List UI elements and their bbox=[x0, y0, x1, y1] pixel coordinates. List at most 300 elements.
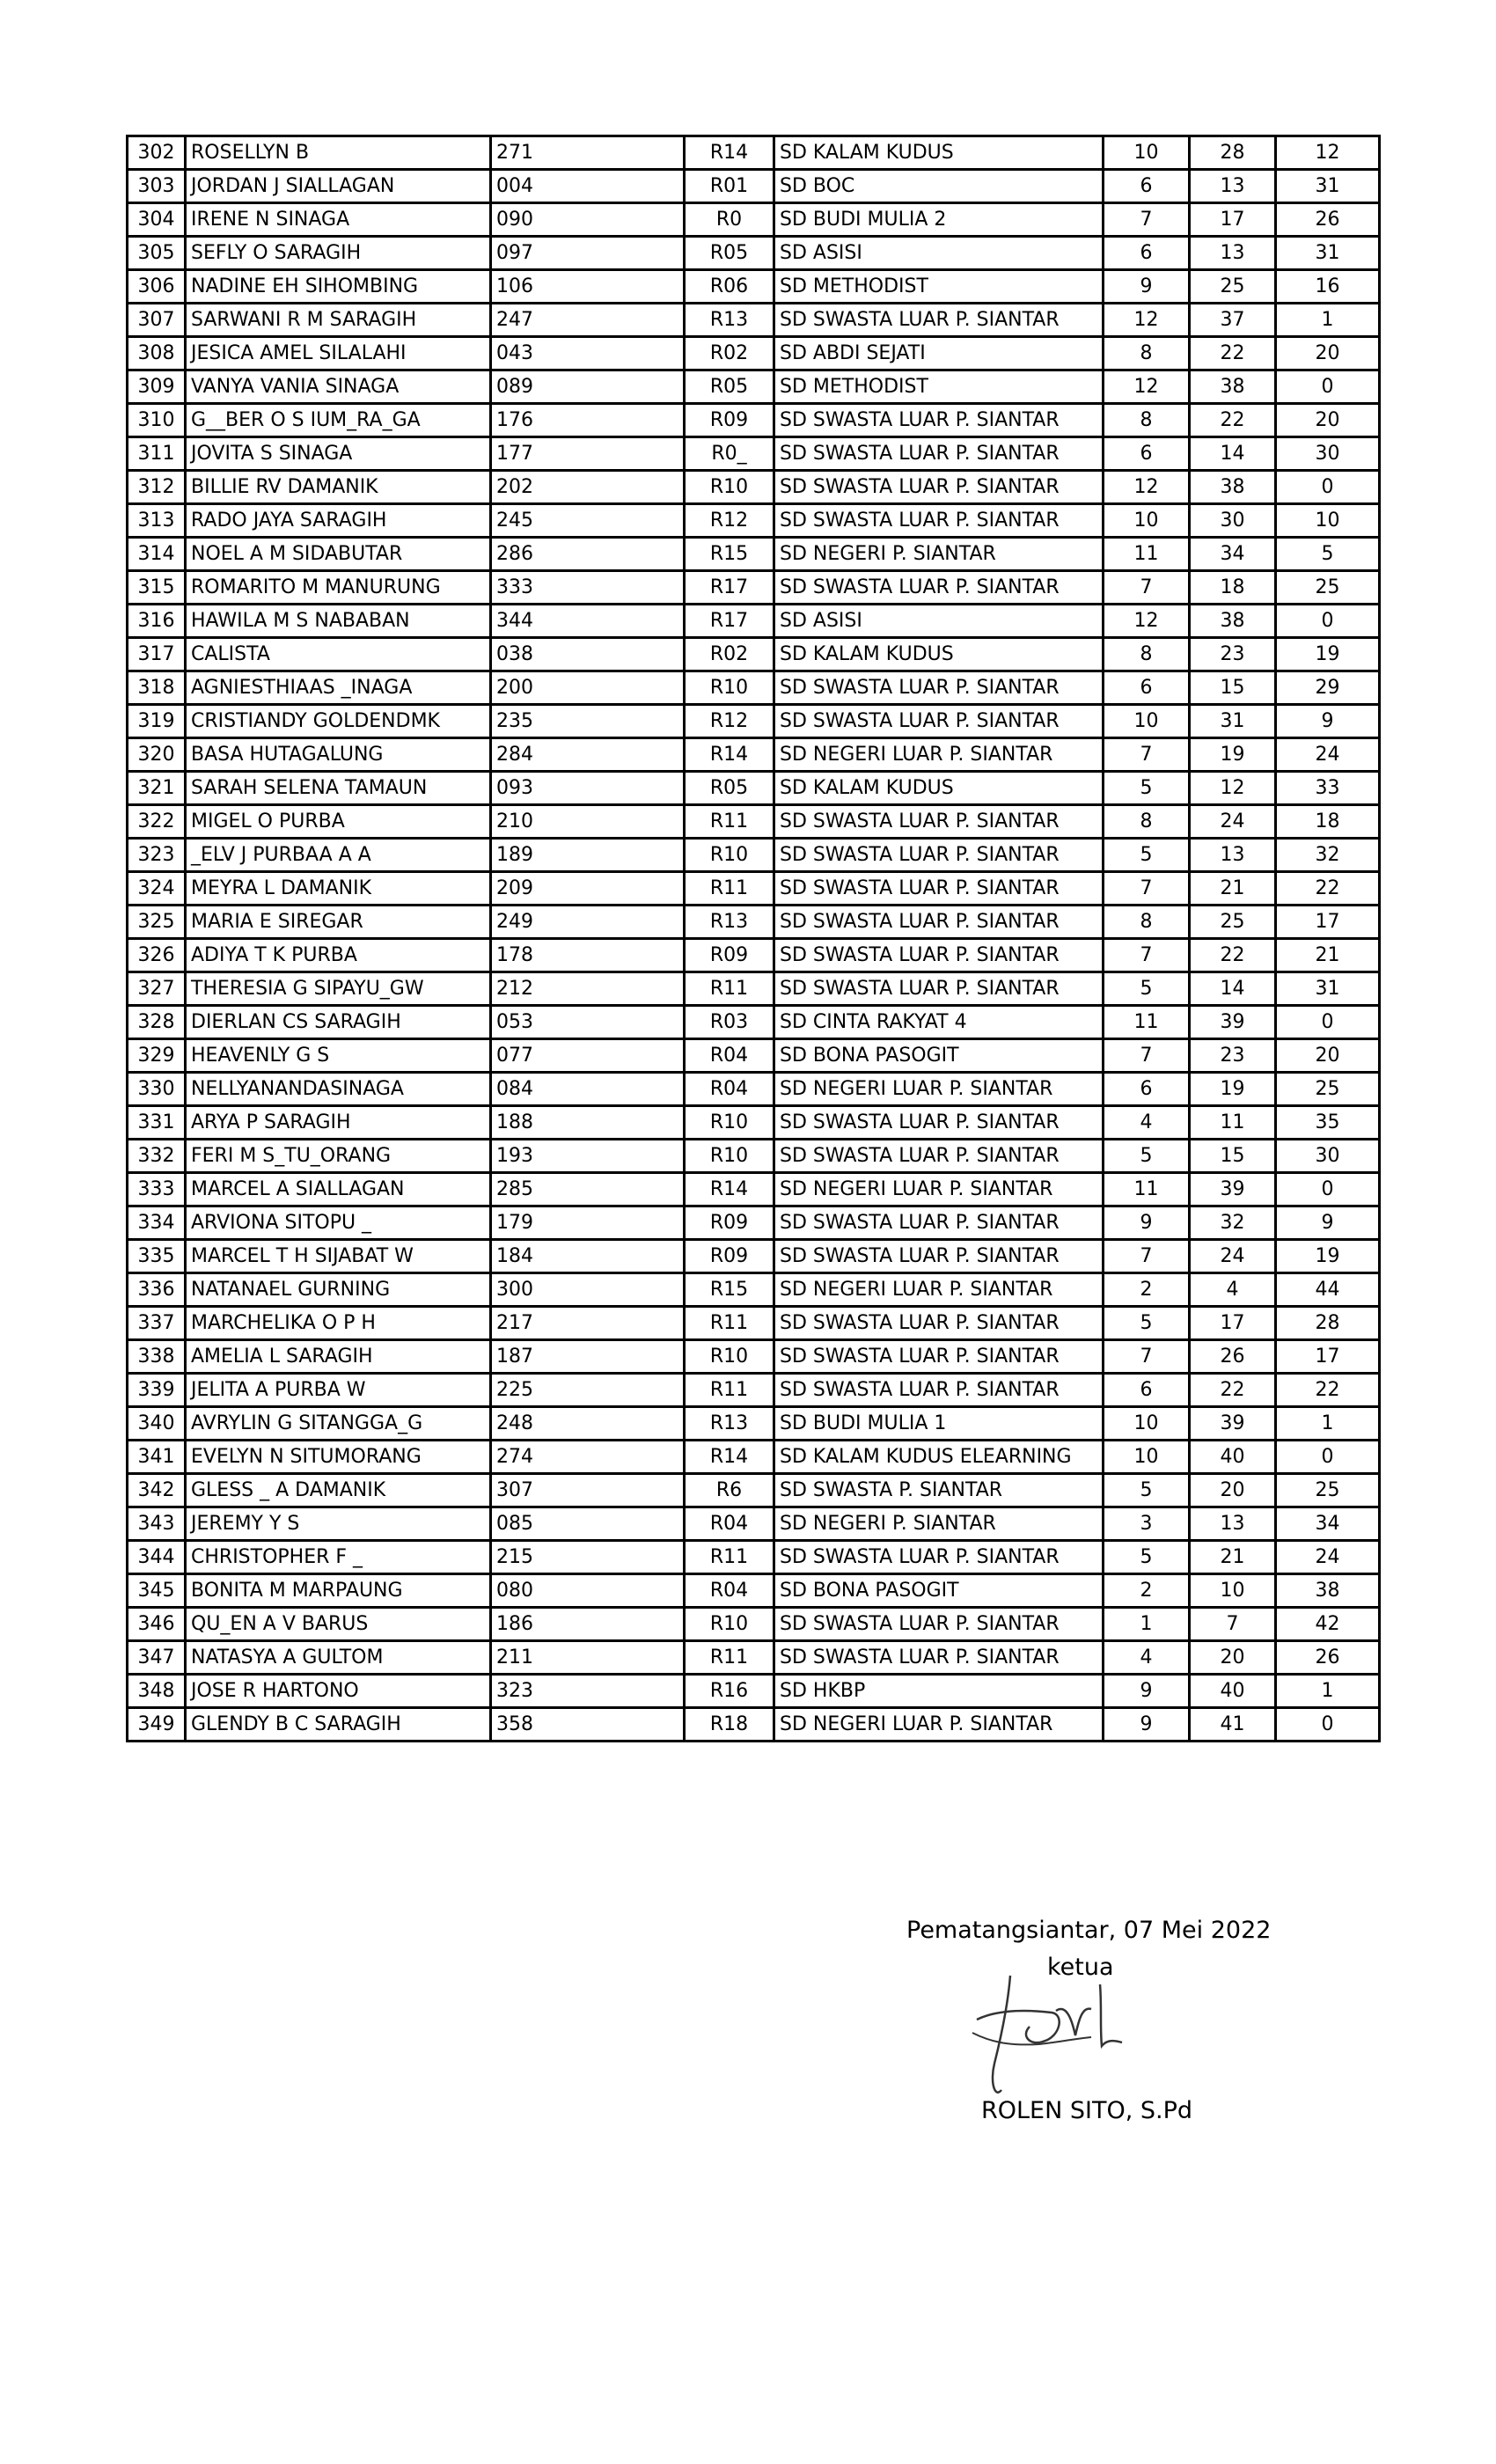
student-name-cell: MARCEL T H SIJABAT W bbox=[186, 1240, 491, 1273]
score-c-cell: 0 bbox=[1276, 1441, 1380, 1474]
score-a-cell: 7 bbox=[1104, 872, 1190, 906]
score-b-cell: 20 bbox=[1190, 1641, 1276, 1675]
table-row bbox=[128, 906, 1380, 939]
score-a-cell: 6 bbox=[1104, 1073, 1190, 1106]
room-cell: R11 bbox=[685, 972, 774, 1006]
student-name-cell: ARYA P SARAGIH bbox=[186, 1106, 491, 1140]
row-number-cell: 327 bbox=[128, 972, 186, 1006]
table-row bbox=[128, 1608, 1380, 1641]
participant-code-cell: 184 bbox=[491, 1240, 685, 1273]
school-cell: SD SWASTA LUAR P. SIANTAR bbox=[774, 1106, 1104, 1140]
school-cell: SD ABDI SEJATI bbox=[774, 337, 1104, 370]
school-cell: SD SWASTA LUAR P. SIANTAR bbox=[774, 872, 1104, 906]
score-b-cell: 39 bbox=[1190, 1173, 1276, 1206]
score-b-cell: 7 bbox=[1190, 1608, 1276, 1641]
student-name-cell: AMELIA L SARAGIH bbox=[186, 1340, 491, 1374]
row-number-cell: 311 bbox=[128, 437, 186, 471]
score-c-cell: 31 bbox=[1276, 170, 1380, 203]
room-cell: R15 bbox=[685, 538, 774, 571]
score-c-cell: 18 bbox=[1276, 805, 1380, 839]
school-cell: SD SWASTA LUAR P. SIANTAR bbox=[774, 1340, 1104, 1374]
score-b-cell: 23 bbox=[1190, 1039, 1276, 1073]
row-number-cell: 308 bbox=[128, 337, 186, 370]
student-name-cell: DIERLAN CS SARAGIH bbox=[186, 1006, 491, 1039]
score-a-cell: 7 bbox=[1104, 1240, 1190, 1273]
school-cell: SD SWASTA LUAR P. SIANTAR bbox=[774, 805, 1104, 839]
score-a-cell: 6 bbox=[1104, 170, 1190, 203]
score-c-cell: 30 bbox=[1276, 437, 1380, 471]
school-cell: SD SWASTA LUAR P. SIANTAR bbox=[774, 972, 1104, 1006]
school-cell: SD BUDI MULIA 1 bbox=[774, 1407, 1104, 1441]
participant-code-cell: 200 bbox=[491, 671, 685, 705]
score-b-cell: 13 bbox=[1190, 237, 1276, 270]
school-cell: SD NEGERI LUAR P. SIANTAR bbox=[774, 1173, 1104, 1206]
table-row bbox=[128, 1006, 1380, 1039]
student-name-cell: MARIA E SIREGAR bbox=[186, 906, 491, 939]
student-name-cell: MEYRA L DAMANIK bbox=[186, 872, 491, 906]
row-number-cell: 306 bbox=[128, 270, 186, 304]
score-b-cell: 10 bbox=[1190, 1574, 1276, 1608]
score-c-cell: 0 bbox=[1276, 370, 1380, 404]
table-row bbox=[128, 1240, 1380, 1273]
room-cell: R06 bbox=[685, 270, 774, 304]
score-a-cell: 8 bbox=[1104, 404, 1190, 437]
school-cell: SD SWASTA LUAR P. SIANTAR bbox=[774, 1374, 1104, 1407]
student-name-cell: NOEL A M SIDABUTAR bbox=[186, 538, 491, 571]
score-a-cell: 7 bbox=[1104, 203, 1190, 237]
room-cell: R18 bbox=[685, 1708, 774, 1742]
score-b-cell: 20 bbox=[1190, 1474, 1276, 1507]
score-c-cell: 0 bbox=[1276, 605, 1380, 638]
row-number-cell: 335 bbox=[128, 1240, 186, 1273]
student-name-cell: JESICA AMEL SILALAHI bbox=[186, 337, 491, 370]
school-cell: SD NEGERI LUAR P. SIANTAR bbox=[774, 738, 1104, 772]
student-name-cell: MARCHELIKA O P H bbox=[186, 1307, 491, 1340]
school-cell: SD NEGERI P. SIANTAR bbox=[774, 538, 1104, 571]
score-a-cell: 6 bbox=[1104, 671, 1190, 705]
row-number-cell: 341 bbox=[128, 1441, 186, 1474]
participant-code-cell: 043 bbox=[491, 337, 685, 370]
room-cell: R09 bbox=[685, 1240, 774, 1273]
school-cell: SD HKBP bbox=[774, 1675, 1104, 1708]
room-cell: R13 bbox=[685, 1407, 774, 1441]
score-c-cell: 34 bbox=[1276, 1507, 1380, 1541]
score-c-cell: 19 bbox=[1276, 1240, 1380, 1273]
room-cell: R11 bbox=[685, 1641, 774, 1675]
score-a-cell: 7 bbox=[1104, 738, 1190, 772]
row-number-cell: 324 bbox=[128, 872, 186, 906]
row-number-cell: 337 bbox=[128, 1307, 186, 1340]
row-number-cell: 344 bbox=[128, 1541, 186, 1574]
score-a-cell: 10 bbox=[1104, 1407, 1190, 1441]
table-row bbox=[128, 1173, 1380, 1206]
participant-code-cell: 193 bbox=[491, 1140, 685, 1173]
table-row bbox=[128, 872, 1380, 906]
table-row bbox=[128, 504, 1380, 538]
score-b-cell: 12 bbox=[1190, 772, 1276, 805]
room-cell: R15 bbox=[685, 1273, 774, 1307]
score-a-cell: 12 bbox=[1104, 304, 1190, 337]
table-row bbox=[128, 1340, 1380, 1374]
participant-code-cell: 106 bbox=[491, 270, 685, 304]
score-b-cell: 38 bbox=[1190, 605, 1276, 638]
score-b-cell: 40 bbox=[1190, 1675, 1276, 1708]
participant-code-cell: 333 bbox=[491, 571, 685, 605]
row-number-cell: 310 bbox=[128, 404, 186, 437]
table-row bbox=[128, 1106, 1380, 1140]
score-c-cell: 16 bbox=[1276, 270, 1380, 304]
score-b-cell: 15 bbox=[1190, 1140, 1276, 1173]
score-a-cell: 10 bbox=[1104, 504, 1190, 538]
room-cell: R13 bbox=[685, 906, 774, 939]
row-number-cell: 329 bbox=[128, 1039, 186, 1073]
school-cell: SD SWASTA LUAR P. SIANTAR bbox=[774, 404, 1104, 437]
participant-code-cell: 225 bbox=[491, 1374, 685, 1407]
table-row bbox=[128, 571, 1380, 605]
row-number-cell: 313 bbox=[128, 504, 186, 538]
score-a-cell: 10 bbox=[1104, 705, 1190, 738]
results-table-body bbox=[128, 136, 1380, 1742]
school-cell: SD SWASTA LUAR P. SIANTAR bbox=[774, 705, 1104, 738]
score-b-cell: 25 bbox=[1190, 906, 1276, 939]
score-a-cell: 5 bbox=[1104, 1140, 1190, 1173]
participant-code-cell: 323 bbox=[491, 1675, 685, 1708]
row-number-cell: 304 bbox=[128, 203, 186, 237]
table-row bbox=[128, 705, 1380, 738]
row-number-cell: 312 bbox=[128, 471, 186, 504]
room-cell: R16 bbox=[685, 1675, 774, 1708]
student-name-cell: NATASYA A GULTOM bbox=[186, 1641, 491, 1675]
score-b-cell: 13 bbox=[1190, 1507, 1276, 1541]
row-number-cell: 345 bbox=[128, 1574, 186, 1608]
student-name-cell: BONITA M MARPAUNG bbox=[186, 1574, 491, 1608]
room-cell: R04 bbox=[685, 1039, 774, 1073]
score-c-cell: 12 bbox=[1276, 136, 1380, 170]
table-row bbox=[128, 1407, 1380, 1441]
score-b-cell: 24 bbox=[1190, 805, 1276, 839]
school-cell: SD SWASTA LUAR P. SIANTAR bbox=[774, 671, 1104, 705]
participant-code-cell: 179 bbox=[491, 1206, 685, 1240]
participant-code-cell: 358 bbox=[491, 1708, 685, 1742]
score-a-cell: 12 bbox=[1104, 605, 1190, 638]
room-cell: R13 bbox=[685, 304, 774, 337]
score-c-cell: 0 bbox=[1276, 1173, 1380, 1206]
score-c-cell: 32 bbox=[1276, 839, 1380, 872]
student-name-cell: BASA HUTAGALUNG bbox=[186, 738, 491, 772]
table-row bbox=[128, 638, 1380, 671]
participant-code-cell: 210 bbox=[491, 805, 685, 839]
room-cell: R10 bbox=[685, 1608, 774, 1641]
score-a-cell: 10 bbox=[1104, 1441, 1190, 1474]
row-number-cell: 339 bbox=[128, 1374, 186, 1407]
score-b-cell: 22 bbox=[1190, 1374, 1276, 1407]
school-cell: SD KALAM KUDUS ELEARNING bbox=[774, 1441, 1104, 1474]
score-b-cell: 22 bbox=[1190, 404, 1276, 437]
score-c-cell: 26 bbox=[1276, 1641, 1380, 1675]
score-c-cell: 33 bbox=[1276, 772, 1380, 805]
score-b-cell: 39 bbox=[1190, 1407, 1276, 1441]
school-cell: SD CINTA RAKYAT 4 bbox=[774, 1006, 1104, 1039]
student-name-cell: CALISTA bbox=[186, 638, 491, 671]
score-c-cell: 38 bbox=[1276, 1574, 1380, 1608]
student-name-cell: CRISTIANDY GOLDENDMK bbox=[186, 705, 491, 738]
table-row bbox=[128, 939, 1380, 972]
room-cell: R14 bbox=[685, 136, 774, 170]
school-cell: SD SWASTA LUAR P. SIANTAR bbox=[774, 1206, 1104, 1240]
school-cell: SD SWASTA LUAR P. SIANTAR bbox=[774, 839, 1104, 872]
participant-code-cell: 271 bbox=[491, 136, 685, 170]
school-cell: SD SWASTA LUAR P. SIANTAR bbox=[774, 939, 1104, 972]
row-number-cell: 303 bbox=[128, 170, 186, 203]
score-c-cell: 29 bbox=[1276, 671, 1380, 705]
score-c-cell: 9 bbox=[1276, 1206, 1380, 1240]
student-name-cell: HAWILA M S NABABAN bbox=[186, 605, 491, 638]
table-row bbox=[128, 370, 1380, 404]
score-c-cell: 17 bbox=[1276, 906, 1380, 939]
room-cell: R11 bbox=[685, 1307, 774, 1340]
school-cell: SD KALAM KUDUS bbox=[774, 638, 1104, 671]
row-number-cell: 331 bbox=[128, 1106, 186, 1140]
score-a-cell: 7 bbox=[1104, 1039, 1190, 1073]
table-row bbox=[128, 1641, 1380, 1675]
score-c-cell: 1 bbox=[1276, 304, 1380, 337]
student-name-cell: FERI M S_TU_ORANG bbox=[186, 1140, 491, 1173]
score-a-cell: 5 bbox=[1104, 1474, 1190, 1507]
score-b-cell: 19 bbox=[1190, 1073, 1276, 1106]
score-b-cell: 15 bbox=[1190, 671, 1276, 705]
row-number-cell: 328 bbox=[128, 1006, 186, 1039]
score-a-cell: 5 bbox=[1104, 1307, 1190, 1340]
room-cell: R0 bbox=[685, 203, 774, 237]
score-b-cell: 34 bbox=[1190, 538, 1276, 571]
participant-code-cell: 212 bbox=[491, 972, 685, 1006]
score-a-cell: 5 bbox=[1104, 839, 1190, 872]
table-row bbox=[128, 972, 1380, 1006]
row-number-cell: 322 bbox=[128, 805, 186, 839]
room-cell: R05 bbox=[685, 237, 774, 270]
table-row bbox=[128, 1073, 1380, 1106]
score-c-cell: 24 bbox=[1276, 738, 1380, 772]
score-a-cell: 9 bbox=[1104, 1708, 1190, 1742]
room-cell: R17 bbox=[685, 571, 774, 605]
score-a-cell: 7 bbox=[1104, 571, 1190, 605]
score-a-cell: 8 bbox=[1104, 638, 1190, 671]
score-a-cell: 11 bbox=[1104, 1006, 1190, 1039]
student-name-cell: RADO JAYA SARAGIH bbox=[186, 504, 491, 538]
row-number-cell: 333 bbox=[128, 1173, 186, 1206]
room-cell: R04 bbox=[685, 1507, 774, 1541]
score-b-cell: 13 bbox=[1190, 839, 1276, 872]
signatory-role: ketua bbox=[1047, 1954, 1114, 1981]
table-row bbox=[128, 404, 1380, 437]
score-c-cell: 35 bbox=[1276, 1106, 1380, 1140]
row-number-cell: 340 bbox=[128, 1407, 186, 1441]
student-name-cell: AGNIESTHIAAS _INAGA bbox=[186, 671, 491, 705]
score-b-cell: 39 bbox=[1190, 1006, 1276, 1039]
score-a-cell: 9 bbox=[1104, 270, 1190, 304]
student-name-cell: JORDAN J SIALLAGAN bbox=[186, 170, 491, 203]
room-cell: R04 bbox=[685, 1073, 774, 1106]
table-row bbox=[128, 237, 1380, 270]
participant-code-cell: 215 bbox=[491, 1541, 685, 1574]
student-name-cell: JELITA A PURBA W bbox=[186, 1374, 491, 1407]
participant-code-cell: 004 bbox=[491, 170, 685, 203]
table-row bbox=[128, 1574, 1380, 1608]
participant-code-cell: 186 bbox=[491, 1608, 685, 1641]
table-row bbox=[128, 805, 1380, 839]
room-cell: R0_ bbox=[685, 437, 774, 471]
school-cell: SD SWASTA LUAR P. SIANTAR bbox=[774, 571, 1104, 605]
school-cell: SD BONA PASOGIT bbox=[774, 1039, 1104, 1073]
score-a-cell: 7 bbox=[1104, 1340, 1190, 1374]
student-name-cell: JOVITA S SINAGA bbox=[186, 437, 491, 471]
participant-code-cell: 211 bbox=[491, 1641, 685, 1675]
student-name-cell: JOSE R HARTONO bbox=[186, 1675, 491, 1708]
score-a-cell: 5 bbox=[1104, 772, 1190, 805]
room-cell: R09 bbox=[685, 404, 774, 437]
score-b-cell: 17 bbox=[1190, 1307, 1276, 1340]
score-b-cell: 24 bbox=[1190, 1240, 1276, 1273]
school-cell: SD METHODIST bbox=[774, 370, 1104, 404]
school-cell: SD BOC bbox=[774, 170, 1104, 203]
school-cell: SD ASISI bbox=[774, 605, 1104, 638]
school-cell: SD SWASTA LUAR P. SIANTAR bbox=[774, 471, 1104, 504]
participant-code-cell: 274 bbox=[491, 1441, 685, 1474]
student-name-cell: NELLYANANDASINAGA bbox=[186, 1073, 491, 1106]
row-number-cell: 349 bbox=[128, 1708, 186, 1742]
table-row bbox=[128, 337, 1380, 370]
row-number-cell: 316 bbox=[128, 605, 186, 638]
score-c-cell: 25 bbox=[1276, 1073, 1380, 1106]
row-number-cell: 347 bbox=[128, 1641, 186, 1675]
score-c-cell: 9 bbox=[1276, 705, 1380, 738]
signature-image bbox=[968, 1958, 1135, 2108]
table-row bbox=[128, 1374, 1380, 1407]
participant-code-cell: 090 bbox=[491, 203, 685, 237]
score-b-cell: 37 bbox=[1190, 304, 1276, 337]
score-a-cell: 12 bbox=[1104, 370, 1190, 404]
participant-code-cell: 209 bbox=[491, 872, 685, 906]
student-name-cell: MIGEL O PURBA bbox=[186, 805, 491, 839]
participant-code-cell: 093 bbox=[491, 772, 685, 805]
school-cell: SD NEGERI P. SIANTAR bbox=[774, 1507, 1104, 1541]
school-cell: SD SWASTA P. SIANTAR bbox=[774, 1474, 1104, 1507]
score-a-cell: 5 bbox=[1104, 1541, 1190, 1574]
place-date: Pematangsiantar, 07 Mei 2022 bbox=[906, 1917, 1272, 1944]
score-b-cell: 28 bbox=[1190, 136, 1276, 170]
school-cell: SD SWASTA LUAR P. SIANTAR bbox=[774, 1541, 1104, 1574]
row-number-cell: 338 bbox=[128, 1340, 186, 1374]
score-a-cell: 8 bbox=[1104, 805, 1190, 839]
score-c-cell: 25 bbox=[1276, 1474, 1380, 1507]
score-c-cell: 28 bbox=[1276, 1307, 1380, 1340]
row-number-cell: 315 bbox=[128, 571, 186, 605]
table-row bbox=[128, 1307, 1380, 1340]
score-c-cell: 44 bbox=[1276, 1273, 1380, 1307]
participant-code-cell: 187 bbox=[491, 1340, 685, 1374]
score-b-cell: 22 bbox=[1190, 939, 1276, 972]
score-b-cell: 31 bbox=[1190, 705, 1276, 738]
table-row bbox=[128, 136, 1380, 170]
participant-code-cell: 285 bbox=[491, 1173, 685, 1206]
score-b-cell: 25 bbox=[1190, 270, 1276, 304]
table-row bbox=[128, 839, 1380, 872]
score-b-cell: 17 bbox=[1190, 203, 1276, 237]
row-number-cell: 334 bbox=[128, 1206, 186, 1240]
score-c-cell: 0 bbox=[1276, 471, 1380, 504]
school-cell: SD NEGERI LUAR P. SIANTAR bbox=[774, 1708, 1104, 1742]
table-row bbox=[128, 1507, 1380, 1541]
score-c-cell: 5 bbox=[1276, 538, 1380, 571]
room-cell: R01 bbox=[685, 170, 774, 203]
participant-code-cell: 077 bbox=[491, 1039, 685, 1073]
score-b-cell: 13 bbox=[1190, 170, 1276, 203]
score-b-cell: 32 bbox=[1190, 1206, 1276, 1240]
score-a-cell: 8 bbox=[1104, 337, 1190, 370]
score-c-cell: 31 bbox=[1276, 972, 1380, 1006]
score-c-cell: 22 bbox=[1276, 1374, 1380, 1407]
table-row bbox=[128, 1039, 1380, 1073]
score-a-cell: 9 bbox=[1104, 1675, 1190, 1708]
row-number-cell: 307 bbox=[128, 304, 186, 337]
score-b-cell: 38 bbox=[1190, 471, 1276, 504]
score-a-cell: 2 bbox=[1104, 1273, 1190, 1307]
row-number-cell: 346 bbox=[128, 1608, 186, 1641]
room-cell: R09 bbox=[685, 939, 774, 972]
row-number-cell: 319 bbox=[128, 705, 186, 738]
score-c-cell: 21 bbox=[1276, 939, 1380, 972]
signatory-name: ROLEN SITO, S.Pd bbox=[981, 2097, 1193, 2124]
student-name-cell: MARCEL A SIALLAGAN bbox=[186, 1173, 491, 1206]
score-a-cell: 6 bbox=[1104, 237, 1190, 270]
score-a-cell: 10 bbox=[1104, 136, 1190, 170]
participant-code-cell: 084 bbox=[491, 1073, 685, 1106]
room-cell: R02 bbox=[685, 337, 774, 370]
room-cell: R10 bbox=[685, 839, 774, 872]
row-number-cell: 330 bbox=[128, 1073, 186, 1106]
score-b-cell: 21 bbox=[1190, 872, 1276, 906]
participant-code-cell: 247 bbox=[491, 304, 685, 337]
score-c-cell: 26 bbox=[1276, 203, 1380, 237]
score-b-cell: 23 bbox=[1190, 638, 1276, 671]
score-c-cell: 0 bbox=[1276, 1006, 1380, 1039]
row-number-cell: 309 bbox=[128, 370, 186, 404]
student-name-cell: AVRYLIN G SITANGGA_G bbox=[186, 1407, 491, 1441]
table-row bbox=[128, 471, 1380, 504]
school-cell: SD SWASTA LUAR P. SIANTAR bbox=[774, 304, 1104, 337]
score-b-cell: 4 bbox=[1190, 1273, 1276, 1307]
school-cell: SD BONA PASOGIT bbox=[774, 1574, 1104, 1608]
student-name-cell: NADINE EH SIHOMBING bbox=[186, 270, 491, 304]
participant-code-cell: 089 bbox=[491, 370, 685, 404]
participant-code-cell: 189 bbox=[491, 839, 685, 872]
score-a-cell: 6 bbox=[1104, 437, 1190, 471]
room-cell: R05 bbox=[685, 370, 774, 404]
score-c-cell: 17 bbox=[1276, 1340, 1380, 1374]
score-b-cell: 18 bbox=[1190, 571, 1276, 605]
student-name-cell: GLENDY B C SARAGIH bbox=[186, 1708, 491, 1742]
participant-code-cell: 235 bbox=[491, 705, 685, 738]
room-cell: R14 bbox=[685, 1441, 774, 1474]
score-c-cell: 10 bbox=[1276, 504, 1380, 538]
table-row bbox=[128, 270, 1380, 304]
school-cell: SD KALAM KUDUS bbox=[774, 136, 1104, 170]
student-name-cell: GLESS _ A DAMANIK bbox=[186, 1474, 491, 1507]
room-cell: R6 bbox=[685, 1474, 774, 1507]
student-name-cell: ADIYA T K PURBA bbox=[186, 939, 491, 972]
student-name-cell: ROSELLYN B bbox=[186, 136, 491, 170]
participant-code-cell: 177 bbox=[491, 437, 685, 471]
